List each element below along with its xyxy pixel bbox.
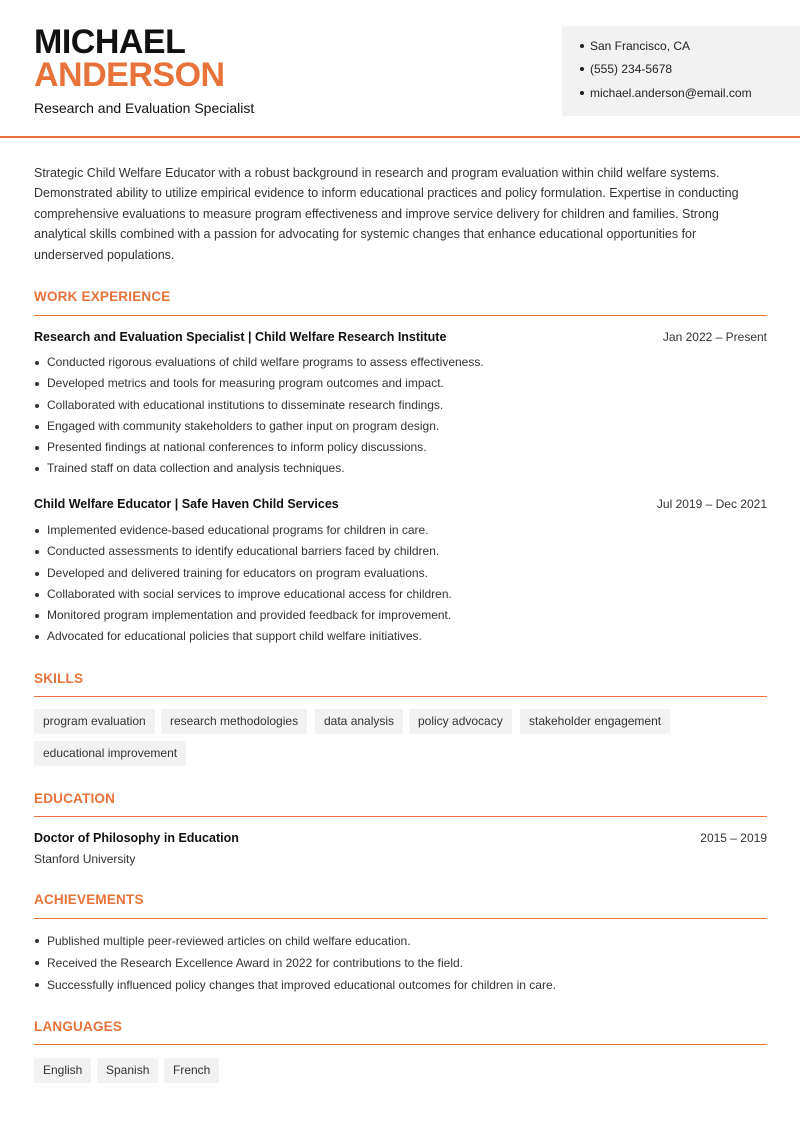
section-title-work: WORK EXPERIENCE [34, 289, 171, 304]
list-item: Monitored program implementation and provided feedback for improvement. [34, 605, 767, 626]
last-name: ANDERSON [34, 56, 225, 94]
summary-paragraph: Strategic Child Welfare Educator with a robust background in research and program evaluation within child welfare systems. Demonstrated ability to utilize empirical evidence to inform educational practices and policy formulation. Expertise in conducting comprehensive evaluations to measure program effectiveness and improve service delivery for children and families. Strong analytical skills combined with a passion for advocating for systemic changes that enhance educational opportunities for underserved populations. [34, 166, 739, 262]
job-title: Research and Evaluation Specialist [34, 100, 255, 116]
section-divider [34, 1044, 767, 1045]
section-title-skills: SKILLS [34, 671, 84, 686]
bullet-icon [580, 91, 584, 95]
job-1-dates: Jan 2022 – Present [662, 330, 767, 344]
list-item: Presented findings at national conferences to inform policy discussions. [34, 437, 767, 458]
list-item: Successfully influenced policy changes that improved educational outcomes for children in care. [34, 974, 767, 996]
skill-tag: research methodologies [161, 709, 307, 734]
contact-location: San Francisco, CA [580, 39, 690, 53]
job-2-dates: Jul 2019 – Dec 2021 [656, 497, 767, 511]
skill-tag: educational improvement [34, 741, 186, 766]
skill-tag: program evaluation [34, 709, 155, 734]
job-1-role: Research and Evaluation Specialist | Child Welfare Research Institute [34, 330, 447, 344]
achievements-list [34, 930, 767, 996]
list-item: Trained staff on data collection and analysis techniques. [34, 458, 767, 479]
contact-box [562, 26, 800, 116]
list-item: Conducted rigorous evaluations of child welfare programs to assess effectiveness. [34, 352, 767, 373]
contact-phone: (555) 234-5678 [580, 62, 672, 76]
list-item: Advocated for educational policies that support child welfare initiatives. [34, 626, 767, 647]
list-item: Developed metrics and tools for measuring program outcomes and impact. [34, 373, 767, 394]
section-divider [34, 315, 767, 316]
job-1-bullets [34, 352, 767, 480]
language-tag: Spanish [97, 1058, 158, 1083]
contact-email[interactable]: michael.anderson@email.com [580, 86, 752, 100]
section-title-languages: LANGUAGES [34, 1019, 123, 1034]
first-name: MICHAEL [34, 23, 186, 61]
education-degree: Doctor of Philosophy in Education [34, 831, 239, 845]
list-item: Published multiple peer-reviewed articles on child welfare education. [34, 930, 767, 952]
section-title-achievements: ACHIEVEMENTS [34, 892, 144, 907]
list-item: Conducted assessments to identify educational barriers faced by children. [34, 541, 767, 562]
language-tag: French [164, 1058, 219, 1083]
job-2-header [34, 497, 767, 511]
list-item: Collaborated with educational institutions to disseminate research findings. [34, 395, 767, 416]
section-divider [34, 696, 767, 697]
job-1-header [34, 330, 767, 344]
section-divider [34, 918, 767, 919]
bullet-icon [580, 44, 584, 48]
list-item: Received the Research Excellence Award in 2022 for contributions to the field. [34, 952, 767, 974]
section-divider [34, 816, 767, 817]
resume-header [0, 0, 800, 138]
list-item: Developed and delivered training for educators on program evaluations. [34, 563, 767, 584]
skill-tag: policy advocacy [409, 709, 512, 734]
job-2-bullets [34, 520, 767, 648]
skill-tag: stakeholder engagement [520, 709, 670, 734]
skill-tag: data analysis [315, 709, 403, 734]
job-2-role: Child Welfare Educator | Safe Haven Child Services [34, 497, 339, 511]
education-school: Stanford University [34, 852, 136, 866]
language-tag: English [34, 1058, 91, 1083]
section-title-education: EDUCATION [34, 791, 116, 806]
list-item: Implemented evidence-based educational programs for children in care. [34, 520, 767, 541]
bullet-icon [580, 67, 584, 71]
list-item: Engaged with community stakeholders to gather input on program design. [34, 416, 767, 437]
education-dates: 2015 – 2019 [700, 831, 767, 845]
list-item: Collaborated with social services to improve educational access for children. [34, 584, 767, 605]
